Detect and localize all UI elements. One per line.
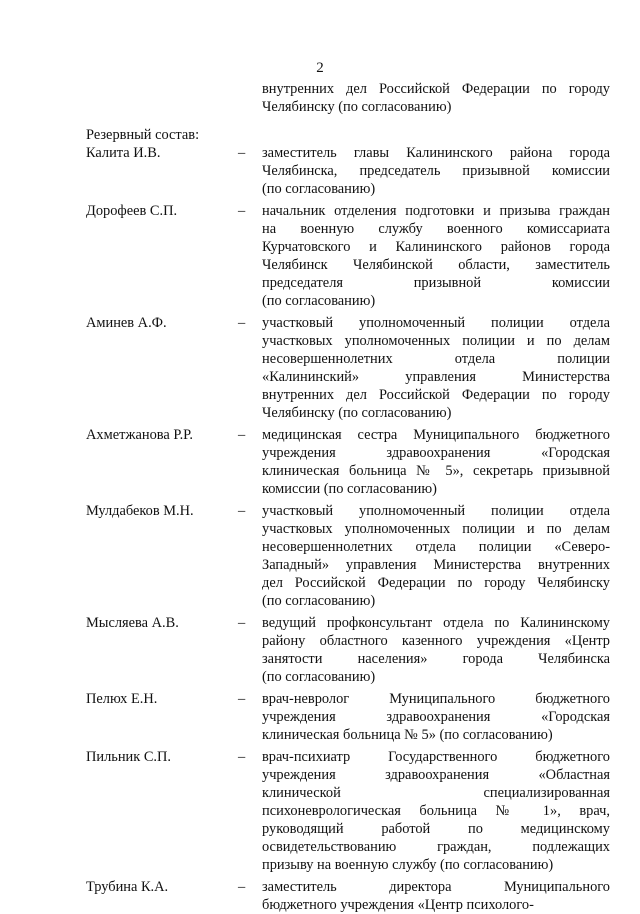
member-duty-line: освидетельствованию граждан, подлежащих — [262, 839, 610, 855]
member-duty-line: участковый уполномоченный полиции отдела — [262, 503, 610, 519]
member-duty-line: учреждения здравоохранения «Областная — [262, 767, 610, 783]
member-duty-line: (по согласованию) — [262, 669, 376, 685]
member-duty-line: призыву на военную службу (по согласованию) — [262, 857, 554, 873]
member-duty-line: врач-невролог Муниципального бюджетного — [262, 691, 610, 707]
member-duty-line: несовершеннолетних отдела полиции — [262, 351, 610, 367]
member-duty-line: Курчатовского и Калининского районов города — [262, 239, 610, 255]
member-duty-line: бюджетного учреждения «Центр психолого- — [262, 897, 534, 913]
member-dash: – — [238, 879, 246, 895]
member-duty-line: руководящий работой по медицинскому — [262, 821, 610, 837]
member-duty-line: занятости населения» города Челябинска — [262, 651, 610, 667]
member-duty-line: (по согласованию) — [262, 181, 376, 197]
continuation-line: Челябинску (по согласованию) — [262, 99, 452, 115]
section-title: Резервный состав: — [86, 127, 200, 143]
member-duty-line: на военную службу военного комиссариата — [262, 221, 610, 237]
member-duty-line: председателя призывной комиссии — [262, 275, 610, 291]
member-duty-line: начальник отделения подготовки и призыва граждан — [262, 203, 610, 219]
member-duty-line: дел Российской Федерации по городу Челябинску — [262, 575, 610, 591]
member-duty-line: «Калининский» управления Министерства — [262, 369, 610, 385]
continuation-line: внутренних дел Российской Федерации по городу — [262, 81, 610, 97]
member-duty-line: Челябинску (по согласованию) — [262, 405, 452, 421]
member-name: Пелюх Е.Н. — [86, 691, 158, 707]
member-duty-line: психоневрологическая больница № 1», врач, — [262, 803, 610, 819]
member-name: Ахметжанова Р.Р. — [86, 427, 193, 443]
member-dash: – — [238, 203, 246, 219]
member-name: Дорофеев С.П. — [86, 203, 178, 219]
member-duty-line: участковых уполномоченных полиции и по делам — [262, 521, 610, 537]
member-duty-line: Челябинска, председатель призывной комиссии — [262, 163, 610, 179]
member-duty-line: комиссии (по согласованию) — [262, 481, 437, 497]
member-name: Трубина К.А. — [86, 879, 169, 895]
member-dash: – — [238, 315, 246, 331]
member-name: Мулдабеков М.Н. — [86, 503, 194, 519]
member-duty-line: клиническая больница № 5» (по согласованию) — [262, 727, 553, 743]
member-duty-line: Челябинск Челябинской области, заместитель — [262, 257, 610, 273]
member-dash: – — [238, 749, 246, 765]
member-dash: – — [238, 503, 246, 519]
page-number: 2 — [316, 60, 324, 76]
member-dash: – — [238, 145, 246, 161]
member-duty-line: внутренних дел Российской Федерации по городу — [262, 387, 610, 403]
member-dash: – — [238, 615, 246, 631]
member-duty-line: учреждения здравоохранения «Городская — [262, 445, 610, 461]
member-duty-line: ведущий профконсультант отдела по Калининскому — [262, 615, 610, 631]
member-name: Пильник С.П. — [86, 749, 172, 765]
member-duty-line: участковый уполномоченный полиции отдела — [262, 315, 610, 331]
member-duty-line: заместитель директора Муниципального — [262, 879, 610, 895]
member-duty-line: врач-психиатр Государственного бюджетного — [262, 749, 610, 765]
member-name: Мысляева А.В. — [86, 615, 179, 631]
member-duty-line: заместитель главы Калининского района города — [262, 145, 610, 161]
member-dash: – — [238, 427, 246, 443]
member-dash: – — [238, 691, 246, 707]
member-duty-line: Западный» управления Министерства внутренних — [262, 557, 610, 573]
member-duty-line: клинической специализированная — [262, 785, 610, 801]
member-name: Аминев А.Ф. — [86, 315, 167, 331]
member-duty-line: медицинская сестра Муниципального бюджетного — [262, 427, 610, 443]
member-duty-line: клиническая больница № 5», секретарь призывной — [262, 463, 610, 479]
member-duty-line: (по согласованию) — [262, 293, 376, 309]
member-duty-line: (по согласованию) — [262, 593, 376, 609]
member-duty-line: району областного казенного учреждения «Центр — [262, 633, 610, 649]
member-duty-line: участковых уполномоченных полиции и по делам — [262, 333, 610, 349]
member-duty-line: несовершеннолетних отдела полиции «Северо- — [262, 539, 610, 555]
member-name: Калита И.В. — [86, 145, 161, 161]
member-duty-line: учреждения здравоохранения «Городская — [262, 709, 610, 725]
